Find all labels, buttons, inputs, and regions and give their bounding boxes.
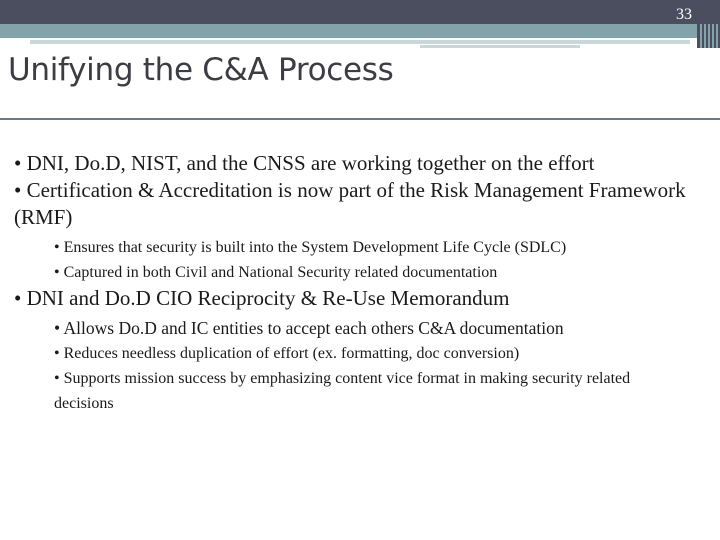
header-accent-thin — [30, 40, 690, 44]
header-accent-thin-short — [420, 45, 580, 48]
bullet-level1: • DNI and Do.D CIO Reciprocity & Re-Use Memorandum — [14, 286, 510, 310]
header-bar — [0, 0, 720, 24]
header-accent-lines — [700, 24, 720, 48]
bullet-level2: • Supports mission success by emphasizing content vice format in making security related decisions — [54, 370, 631, 412]
bullet-level2: • Captured in both Civil and National Security related documentation — [54, 264, 498, 281]
bullet-level2: • Ensures that security is built into the System Development Life Cycle (SDLC) — [54, 239, 567, 256]
slide-number: 33 — [676, 6, 692, 23]
bullet-level2: • Allows Do.D and IC entities to accept each others C&A documentation — [54, 318, 564, 338]
bullet-level2: • Reduces needless duplication of effort (ex. formatting, doc conversion) — [54, 345, 520, 362]
header-accent-stripe — [0, 24, 697, 38]
slide-title: Unifying the C&A Process — [8, 52, 394, 88]
title-divider — [0, 118, 720, 120]
bullet-level1: • DNI, Do.D, NIST, and the CNSS are working together on the effort — [14, 151, 595, 175]
slide-body — [14, 150, 714, 416]
bullet-level1: • Certification & Accreditation is now part of the Risk Management Framework (RMF) — [14, 178, 686, 229]
